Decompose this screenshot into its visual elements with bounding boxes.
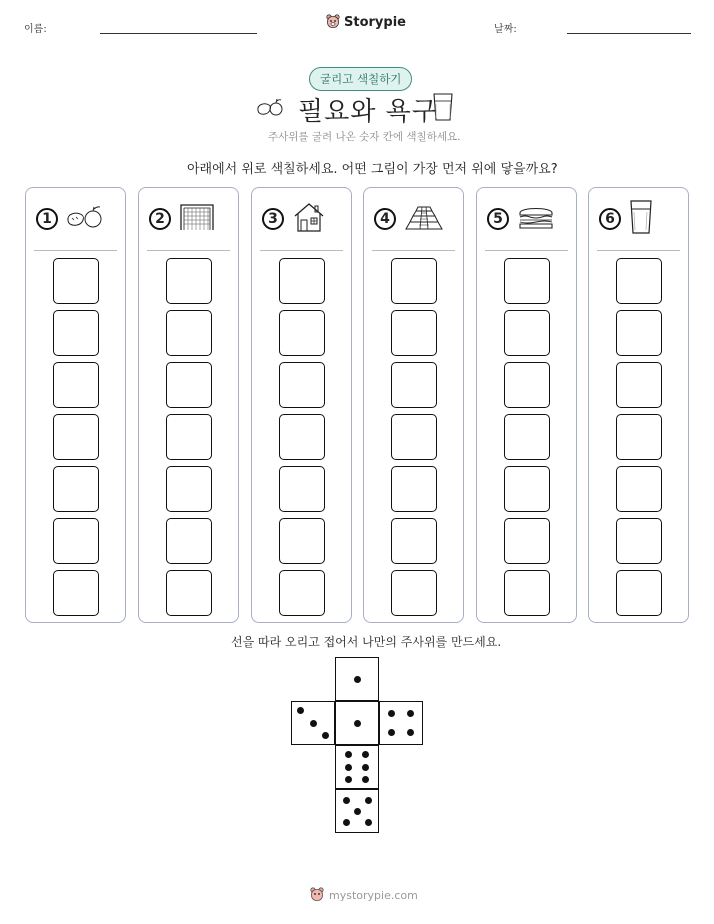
- coloring-cell[interactable]: [504, 362, 550, 408]
- coloring-cell[interactable]: [279, 518, 325, 564]
- dice-pip: [322, 732, 329, 739]
- dice-pip: [362, 776, 369, 783]
- footer-url[interactable]: mystorypie.com: [329, 888, 418, 902]
- coloring-cell[interactable]: [166, 570, 212, 616]
- dice-face-4: [379, 701, 423, 745]
- coloring-cell[interactable]: [53, 570, 99, 616]
- column-header: [139, 188, 238, 250]
- date-label: 날짜:: [494, 24, 517, 35]
- column-5: [476, 187, 577, 623]
- coloring-cell[interactable]: [279, 570, 325, 616]
- coloring-cell[interactable]: [53, 466, 99, 512]
- dice-pip: [354, 720, 361, 727]
- coloring-cell[interactable]: [166, 362, 212, 408]
- page-title: 필요와 욕구: [298, 97, 438, 127]
- dice-pip: [343, 819, 350, 826]
- coloring-cell[interactable]: [616, 466, 662, 512]
- coloring-cell[interactable]: [616, 414, 662, 460]
- column-header: [364, 188, 463, 250]
- dice-face-6: [335, 745, 379, 789]
- name-label: 이름:: [24, 24, 47, 35]
- column-header: [589, 188, 688, 250]
- column-3: [251, 187, 352, 623]
- sandwich-icon: [517, 203, 555, 235]
- coloring-cells: [252, 251, 351, 616]
- subtitle: 주사위를 굴려 나온 숫자 칸에 색칠하세요.: [268, 131, 461, 143]
- coloring-cell[interactable]: [504, 258, 550, 304]
- column-6: [588, 187, 689, 623]
- column-1: [25, 187, 126, 623]
- dice-pip: [354, 808, 361, 815]
- dice-face-5: [335, 789, 379, 833]
- dice-pip: [362, 764, 369, 771]
- dice-pip: [388, 729, 395, 736]
- coloring-cell[interactable]: [53, 518, 99, 564]
- column-4: [363, 187, 464, 623]
- coloring-cells: [139, 251, 238, 616]
- dice-pip: [345, 751, 352, 758]
- coloring-cell[interactable]: [391, 570, 437, 616]
- coloring-cell[interactable]: [504, 310, 550, 356]
- coloring-cell[interactable]: [166, 414, 212, 460]
- coloring-cell[interactable]: [279, 414, 325, 460]
- coloring-cell[interactable]: [166, 258, 212, 304]
- coloring-cell[interactable]: [616, 570, 662, 616]
- bear-mascot-icon: [326, 14, 340, 30]
- coloring-cell[interactable]: [391, 258, 437, 304]
- brand-logo: [326, 14, 406, 30]
- column-header: [26, 188, 125, 250]
- coloring-cell[interactable]: [616, 362, 662, 408]
- coloring-cell[interactable]: [53, 362, 99, 408]
- coloring-cell[interactable]: [391, 518, 437, 564]
- dice-face-1: [335, 657, 379, 701]
- soccer-goal-icon: [179, 202, 215, 236]
- coloring-cells: [26, 251, 125, 616]
- footer: [310, 887, 418, 903]
- coloring-cell[interactable]: [279, 310, 325, 356]
- column-number: 1: [36, 208, 58, 230]
- coloring-cells: [589, 251, 688, 616]
- dice-pip: [362, 751, 369, 758]
- date-line[interactable]: [567, 33, 691, 34]
- coloring-cell[interactable]: [53, 310, 99, 356]
- dice-instruction: 선을 따라 오리고 접어서 나만의 주사위를 만드세요.: [231, 635, 502, 649]
- dice-pip: [407, 729, 414, 736]
- dice-face-3: [291, 701, 335, 745]
- coloring-cell[interactable]: [279, 362, 325, 408]
- dice-pip: [354, 676, 361, 683]
- coloring-cell[interactable]: [616, 310, 662, 356]
- coloring-cell[interactable]: [504, 518, 550, 564]
- coloring-cell[interactable]: [391, 310, 437, 356]
- dice-pip: [365, 819, 372, 826]
- coloring-cell[interactable]: [391, 362, 437, 408]
- dice-face-1: [335, 701, 379, 745]
- coloring-cell[interactable]: [53, 414, 99, 460]
- name-line[interactable]: [100, 33, 257, 34]
- coloring-cell[interactable]: [166, 518, 212, 564]
- water-glass-icon: [629, 199, 653, 239]
- dice-pip: [343, 797, 350, 804]
- column-header: [477, 188, 576, 250]
- coloring-cell[interactable]: [166, 466, 212, 512]
- coloring-cell[interactable]: [616, 258, 662, 304]
- dice-pip: [388, 710, 395, 717]
- bear-mascot-icon: [310, 887, 324, 903]
- pyramid-icon: [404, 203, 444, 235]
- dice-pip: [407, 710, 414, 717]
- fruit-icon: [66, 204, 104, 234]
- coloring-cell[interactable]: [391, 414, 437, 460]
- dice-pip: [365, 797, 372, 804]
- glass-title-icon: [432, 92, 454, 126]
- coloring-cells: [364, 251, 463, 616]
- coloring-cell[interactable]: [391, 466, 437, 512]
- column-number: 6: [599, 208, 621, 230]
- coloring-cells: [477, 251, 576, 616]
- coloring-cell[interactable]: [616, 518, 662, 564]
- column-number: 2: [149, 208, 171, 230]
- column-number: 3: [262, 208, 284, 230]
- coloring-cell[interactable]: [504, 570, 550, 616]
- column-header: [252, 188, 351, 250]
- dice-pip: [345, 776, 352, 783]
- dice-pip: [310, 720, 317, 727]
- coloring-cell[interactable]: [504, 414, 550, 460]
- dice-pip: [297, 707, 304, 714]
- coloring-cell[interactable]: [279, 466, 325, 512]
- instruction: 아래에서 위로 색칠하세요. 어떤 그림이 가장 먼저 위에 닿을까요?: [187, 162, 558, 177]
- coloring-cell[interactable]: [53, 258, 99, 304]
- brand-name: Storypie: [344, 14, 406, 30]
- dice-pip: [345, 764, 352, 771]
- column-number: 4: [374, 208, 396, 230]
- coloring-cell[interactable]: [504, 466, 550, 512]
- activity-tag: 굴리고 색칠하기: [309, 67, 412, 91]
- fruit-title-icon: [255, 96, 285, 122]
- coloring-cell[interactable]: [166, 310, 212, 356]
- house-icon: [292, 201, 326, 237]
- column-number: 5: [487, 208, 509, 230]
- column-2: [138, 187, 239, 623]
- coloring-cell[interactable]: [279, 258, 325, 304]
